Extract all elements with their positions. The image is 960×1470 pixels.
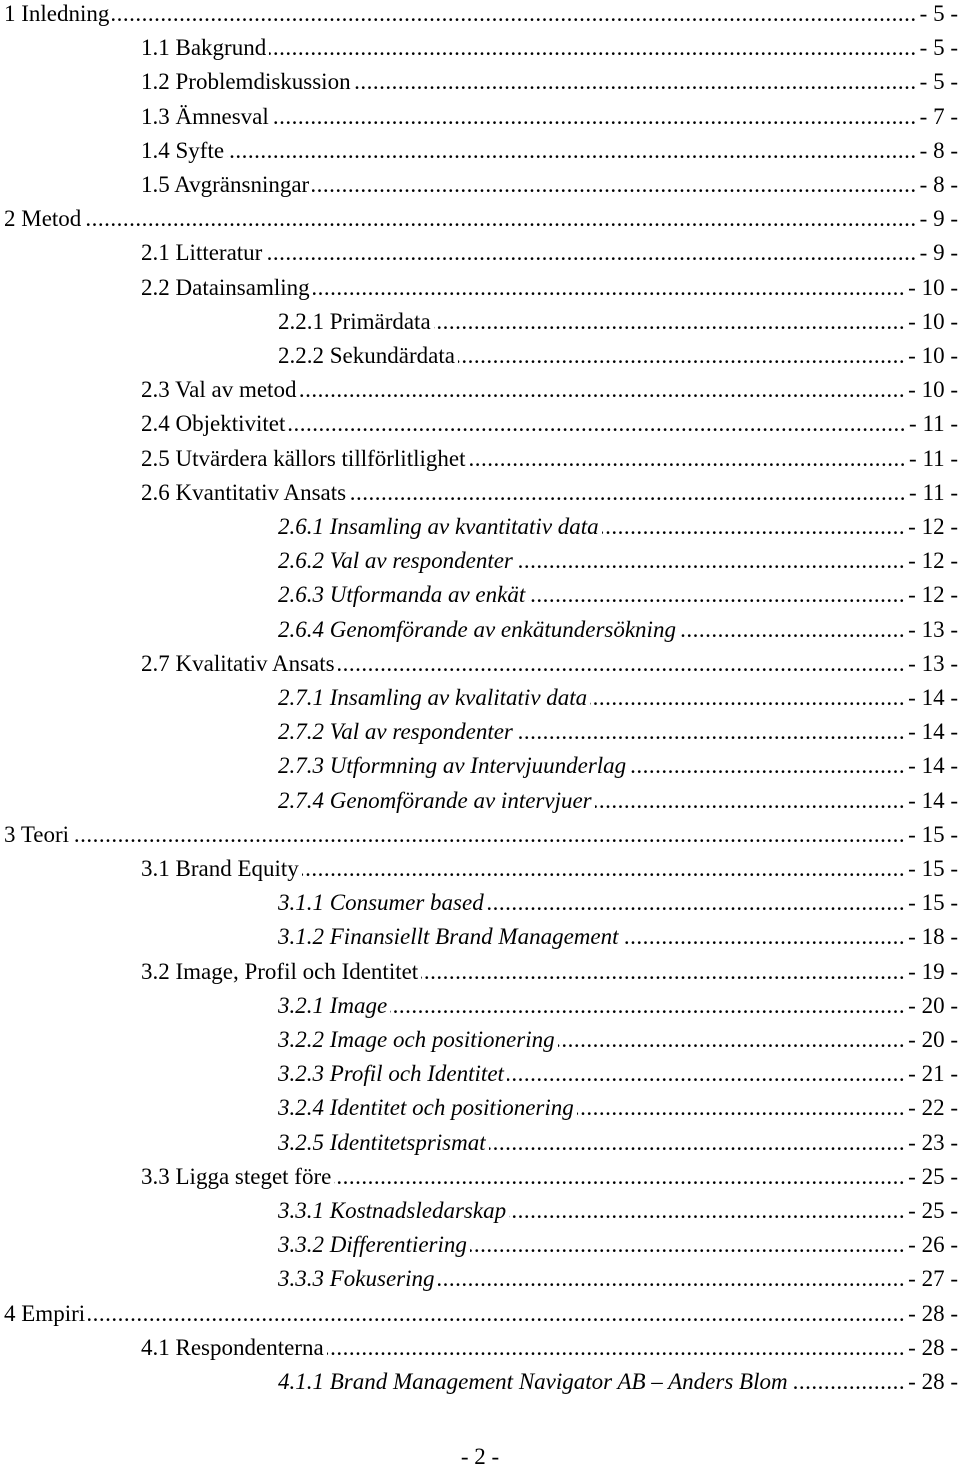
toc-dot-leader: [288, 407, 906, 441]
toc-entry[interactable]: [0, 749, 960, 783]
toc-entry[interactable]: [0, 407, 960, 441]
toc-dot-leader: [313, 271, 906, 305]
toc-entry-page: - 11 -: [909, 411, 958, 437]
toc-entry[interactable]: [0, 510, 960, 544]
toc-dot-leader: [338, 647, 906, 681]
toc-entry[interactable]: [0, 989, 960, 1023]
toc-entry-title: 2.6.3 Utformanda av enkät: [278, 582, 526, 608]
toc-entry-title: 3.1 Brand Equity: [141, 856, 299, 881]
toc-entry-title: 2.6 Kvantitativ Ansats: [141, 479, 347, 505]
toc-entry-page: - 8 -: [919, 172, 958, 197]
toc-entry-page: - 15 -: [908, 856, 958, 881]
toc-dot-leader: [489, 1126, 906, 1160]
toc-dot-leader: [272, 100, 917, 134]
toc-dot-leader: [622, 920, 906, 954]
toc-entry-page: - 14 -: [908, 753, 958, 779]
toc-entry[interactable]: [0, 0, 960, 31]
toc-entry[interactable]: [0, 1126, 960, 1160]
toc-entry[interactable]: [0, 852, 960, 886]
toc-entry[interactable]: [0, 613, 960, 647]
toc-dot-leader: [470, 1228, 905, 1262]
toc-entry[interactable]: [0, 1365, 960, 1399]
toc-entry-title: 2.7.3 Utformning av Intervjuunderlag: [278, 753, 627, 779]
toc-entry-page: - 15 -: [908, 890, 958, 916]
toc-entry[interactable]: [0, 1228, 960, 1262]
toc-dot-leader: [528, 578, 905, 612]
toc-dot-leader: [791, 1365, 906, 1399]
toc-entry-page: - 8 -: [919, 137, 958, 163]
toc-entry-title: 2.7.1 Insamling av kvalitativ data: [278, 685, 588, 710]
toc-entry[interactable]: [0, 202, 960, 236]
toc-dot-leader: [88, 1297, 905, 1331]
toc-entry[interactable]: [0, 271, 960, 305]
toc-entry-title: 1.2 Problemdiskussion: [141, 69, 351, 95]
toc-entry-page: - 9 -: [919, 240, 958, 266]
toc-entry-page: - 5 -: [919, 35, 958, 61]
toc-dot-leader: [72, 818, 905, 852]
toc-entry-page: - 21 -: [908, 1061, 958, 1087]
toc-entry-title: 3.2.1 Image: [278, 992, 388, 1018]
toc-dot-leader: [354, 65, 917, 99]
toc-entry-title: 4.1 Respondenterna: [141, 1334, 324, 1360]
toc-dot-leader: [112, 0, 916, 31]
toc-entry-title: 2.7 Kvalitativ Ansats: [141, 650, 335, 676]
toc-entry-page: - 10 -: [908, 308, 958, 334]
page-number-footer: - 2 -: [460, 1444, 500, 1469]
toc-dot-leader: [334, 1160, 905, 1194]
toc-entry-title: 2.3 Val av metod: [141, 377, 297, 403]
toc-entry[interactable]: [0, 1331, 960, 1365]
toc-entry[interactable]: [0, 681, 960, 715]
toc-entry-title: 2.5 Utvärdera källors tillförlitlighet: [141, 445, 466, 471]
toc-entry[interactable]: [0, 1057, 960, 1091]
toc-dot-leader: [299, 373, 905, 407]
toc-dot-leader: [516, 544, 905, 578]
toc-entry-page: - 9 -: [919, 206, 958, 232]
toc-entry-title: 3.3.2 Differentiering: [278, 1232, 467, 1258]
toc-dot-leader: [679, 613, 905, 647]
toc-entry[interactable]: [0, 886, 960, 920]
toc-entry-page: - 14 -: [908, 719, 958, 745]
toc-dot-leader: [421, 955, 905, 989]
toc-dot-leader: [487, 886, 905, 920]
toc-entry[interactable]: [0, 578, 960, 612]
toc-dot-leader: [269, 31, 916, 65]
toc-entry[interactable]: [0, 647, 960, 681]
toc-entry-title: 2.7.2 Val av respondenter: [278, 719, 513, 745]
toc-entry-page: - 23 -: [908, 1129, 958, 1155]
toc-entry-title: 2.6.1 Insamling av kvantitativ data: [278, 514, 599, 539]
toc-entry-page: - 14 -: [908, 685, 958, 710]
toc-entry[interactable]: [0, 476, 960, 510]
toc-entry-page: - 28 -: [908, 1300, 958, 1326]
toc-entry-title: 4.1.1 Brand Management Navigator AB – Anders Blom: [278, 1369, 788, 1394]
toc-entry-title: 3.1.1 Consumer based: [278, 890, 484, 916]
toc-dot-leader: [595, 784, 906, 818]
toc-entry-page: - 28 -: [908, 1369, 958, 1394]
toc-entry-page: - 28 -: [908, 1334, 958, 1360]
toc-entry-title: 3.3 Ligga steget före: [141, 1163, 332, 1189]
toc-entry-title: 1.5 Avgränsningar: [141, 172, 310, 197]
toc-entry[interactable]: [0, 65, 960, 99]
toc-dot-leader: [227, 134, 917, 168]
toc-entry-page: - 14 -: [908, 787, 958, 813]
toc-entry[interactable]: [0, 715, 960, 749]
toc-entry[interactable]: [0, 339, 960, 373]
toc-entry-page: - 12 -: [908, 514, 958, 539]
toc-dot-leader: [558, 1023, 906, 1057]
toc-dot-leader: [434, 305, 906, 339]
toc-dot-leader: [458, 339, 905, 373]
toc-entry-page: - 11 -: [909, 479, 958, 505]
toc-entry-title: 2.7.4 Genomförande av intervjuer: [278, 787, 592, 813]
toc-entry[interactable]: [0, 134, 960, 168]
toc-entry-page: - 13 -: [908, 650, 958, 676]
toc-dot-leader: [390, 989, 905, 1023]
toc-entry[interactable]: [0, 920, 960, 954]
toc-entry-title: 3.1.2 Finansiellt Brand Management: [278, 924, 619, 950]
toc-entry[interactable]: [0, 31, 960, 65]
toc-dot-leader: [84, 202, 916, 236]
toc-entry-title: 2.4 Objektivitet: [141, 411, 286, 437]
toc-entry-title: 3.2.5 Identitetsprismat: [278, 1129, 486, 1155]
toc-entry[interactable]: [0, 236, 960, 270]
toc-entry-page: - 25 -: [908, 1163, 958, 1189]
toc-entry-title: 1.3 Ämnesval: [141, 103, 269, 129]
toc-dot-leader: [590, 681, 905, 715]
toc-entry-title: 4 Empiri: [4, 1300, 86, 1326]
toc-entry[interactable]: [0, 373, 960, 407]
toc-entry[interactable]: [0, 1194, 960, 1228]
toc-dot-leader: [312, 168, 916, 202]
toc-entry-title: 2.6.4 Genomförande av enkätundersökning: [278, 616, 676, 642]
toc-entry-title: 3.2.4 Identitet och positionering: [278, 1095, 574, 1121]
toc-entry[interactable]: [0, 305, 960, 339]
toc-entry[interactable]: [0, 784, 960, 818]
toc-entry-page: - 13 -: [908, 616, 958, 642]
toc-entry-title: 2 Metod: [4, 206, 82, 232]
toc-entry-page: - 15 -: [908, 821, 958, 847]
toc-entry-page: - 10 -: [908, 274, 958, 300]
toc-entry-page: - 12 -: [908, 582, 958, 608]
toc-dot-leader: [265, 236, 916, 270]
toc-entry[interactable]: [0, 818, 960, 852]
toc-entry-title: 2.2.1 Primärdata: [278, 308, 431, 334]
toc-entry-page: - 22 -: [908, 1095, 958, 1121]
toc-entry-title: 3.3.1 Kostnadsledarskap: [278, 1198, 507, 1223]
toc-entry-page: - 10 -: [908, 377, 958, 403]
toc-entry-page: - 7 -: [919, 103, 958, 129]
toc-entry-title: 2.2.2 Sekundärdata: [278, 343, 455, 368]
toc-entry[interactable]: [0, 168, 960, 202]
toc-entry[interactable]: [0, 955, 960, 989]
toc-entry-title: 2.6.2 Val av respondenter: [278, 548, 513, 574]
toc-entry-page: - 20 -: [908, 1027, 958, 1052]
toc-dot-leader: [629, 749, 905, 783]
toc-entry-title: 3.2.3 Profil och Identitet: [278, 1061, 504, 1087]
toc-entry-title: 2.2 Datainsamling: [141, 274, 310, 300]
toc-dot-leader: [577, 1091, 905, 1125]
toc-entry-title: 1 Inledning: [4, 1, 110, 26]
toc-dot-leader: [468, 442, 906, 476]
toc-entry[interactable]: [0, 100, 960, 134]
toc-entry[interactable]: [0, 442, 960, 476]
toc-entry[interactable]: [0, 1262, 960, 1296]
toc-entry-page: - 19 -: [908, 958, 958, 984]
toc-entry-page: - 27 -: [908, 1266, 958, 1292]
toc-entry[interactable]: [0, 1023, 960, 1057]
toc-dot-leader: [516, 715, 905, 749]
toc-dot-leader: [302, 852, 905, 886]
toc-entry-page: - 18 -: [908, 924, 958, 950]
toc-entry-page: - 10 -: [908, 343, 958, 368]
toc-dot-leader: [327, 1331, 905, 1365]
toc-entry[interactable]: [0, 1160, 960, 1194]
toc-entry-page: - 5 -: [919, 1, 958, 26]
toc-entry-title: 2.1 Litteratur: [141, 240, 263, 266]
toc-entry[interactable]: [0, 1091, 960, 1125]
toc-dot-leader: [349, 476, 906, 510]
toc-entry-title: 1.1 Bakgrund: [141, 35, 267, 61]
toc-entry-title: 1.4 Syfte: [141, 137, 225, 163]
toc-entry[interactable]: [0, 1297, 960, 1331]
toc-entry-title: 3.2 Image, Profil och Identitet: [141, 958, 419, 984]
toc-entry-page: - 20 -: [908, 992, 958, 1018]
toc-dot-leader: [509, 1194, 905, 1228]
toc-entry-page: - 5 -: [919, 69, 958, 95]
toc-dot-leader: [602, 510, 905, 544]
toc-entry-title: 3.2.2 Image och positionering: [278, 1027, 555, 1052]
toc-entry-page: - 25 -: [908, 1198, 958, 1223]
toc-dot-leader: [507, 1057, 905, 1091]
toc-dot-leader: [438, 1262, 906, 1296]
toc-entry-page: - 12 -: [908, 548, 958, 574]
toc-entry-title: 3.3.3 Fokusering: [278, 1266, 435, 1292]
toc-entry-page: - 11 -: [909, 445, 958, 471]
toc-entry[interactable]: [0, 544, 960, 578]
toc-entry-title: 3 Teori: [4, 821, 70, 847]
toc-entry-page: - 26 -: [908, 1232, 958, 1258]
